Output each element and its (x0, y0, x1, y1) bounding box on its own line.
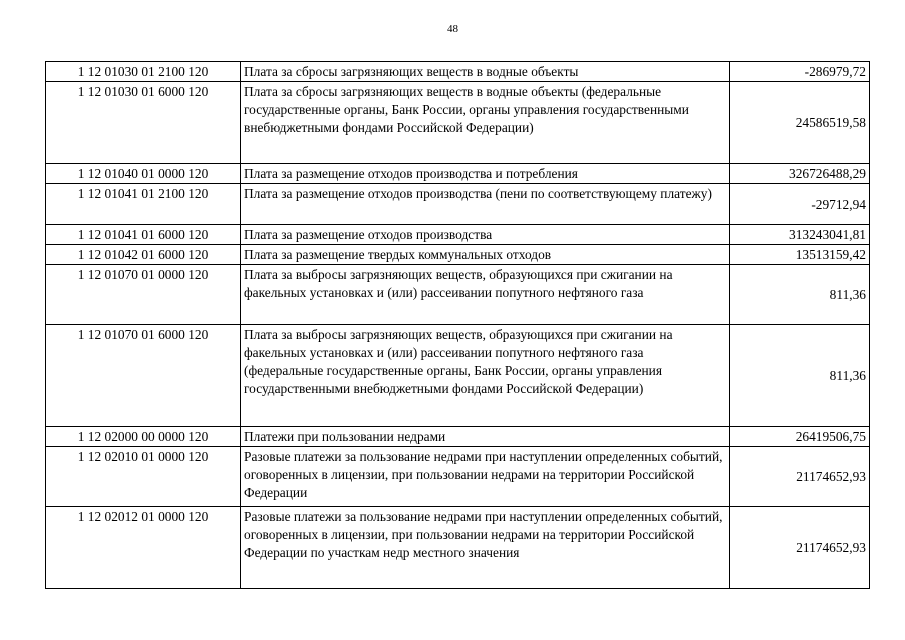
amount-cell: 24586519,58 (730, 82, 870, 164)
table-row (46, 225, 870, 245)
table-row (46, 427, 870, 447)
description-cell: Платежи при пользовании недрами (241, 427, 730, 447)
description-cell: Плата за размещение твердых коммунальных отходов (241, 245, 730, 265)
table-row (46, 507, 870, 589)
budget-code-cell: 1 12 01041 01 2100 120 (46, 184, 241, 225)
budget-code-cell: 1 12 01070 01 6000 120 (46, 325, 241, 427)
description-cell: Плата за выбросы загрязняющих веществ, образующихся при сжигании на факельных установках и (или) рассеивании попутного нефтяного газа (федеральные государственные органы, Банк России, органы управления государственными внебюджетными фондами Российской Федерации) (241, 325, 730, 427)
table-row (46, 164, 870, 184)
table-row (46, 265, 870, 325)
budget-code-cell: 1 12 01070 01 0000 120 (46, 265, 241, 325)
description-cell: Плата за сбросы загрязняющих веществ в водные объекты (федеральные государственные органы, Банк России, органы управления государственными внебюджетными фондами Российской Федерации) (241, 82, 730, 164)
budget-code-cell: 1 12 02000 00 0000 120 (46, 427, 241, 447)
table-row (46, 82, 870, 164)
budget-code-cell: 1 12 01041 01 6000 120 (46, 225, 241, 245)
budget-code-cell: 1 12 02012 01 0000 120 (46, 507, 241, 589)
table-row (46, 245, 870, 265)
description-cell: Плата за размещение отходов производства и потребления (241, 164, 730, 184)
amount-cell: 21174652,93 (730, 447, 870, 507)
description-cell: Плата за выбросы загрязняющих веществ, образующихся при сжигании на факельных установках и (или) рассеивании попутного нефтяного газа (241, 265, 730, 325)
budget-table (45, 61, 870, 589)
description-cell: Плата за сбросы загрязняющих веществ в водные объекты (241, 62, 730, 82)
budget-code-cell: 1 12 01030 01 2100 120 (46, 62, 241, 82)
amount-cell: -29712,94 (730, 184, 870, 225)
amount-cell: 811,36 (730, 265, 870, 325)
amount-cell: 13513159,42 (730, 245, 870, 265)
amount-cell: 326726488,29 (730, 164, 870, 184)
budget-code-cell: 1 12 01030 01 6000 120 (46, 82, 241, 164)
budget-code-cell: 1 12 02010 01 0000 120 (46, 447, 241, 507)
description-cell: Плата за размещение отходов производства (241, 225, 730, 245)
page-number: 48 (447, 23, 458, 35)
amount-cell: 21174652,93 (730, 507, 870, 589)
amount-cell: 26419506,75 (730, 427, 870, 447)
description-cell: Плата за размещение отходов производства (пени по соответствующему платежу) (241, 184, 730, 225)
amount-cell: 313243041,81 (730, 225, 870, 245)
budget-code-cell: 1 12 01042 01 6000 120 (46, 245, 241, 265)
description-cell: Разовые платежи за пользование недрами при наступлении определенных событий, оговоренных в лицензии, при пользовании недрами на территории Российской Федерации (241, 447, 730, 507)
amount-cell: -286979,72 (730, 62, 870, 82)
amount-cell: 811,36 (730, 325, 870, 427)
budget-code-cell: 1 12 01040 01 0000 120 (46, 164, 241, 184)
table-row (46, 184, 870, 225)
description-cell: Разовые платежи за пользование недрами при наступлении определенных событий, оговоренных в лицензии, при пользовании недрами на территории Российской Федерации по участкам недр местного значения (241, 507, 730, 589)
table-row (46, 325, 870, 427)
table-row (46, 62, 870, 82)
table-row (46, 447, 870, 507)
